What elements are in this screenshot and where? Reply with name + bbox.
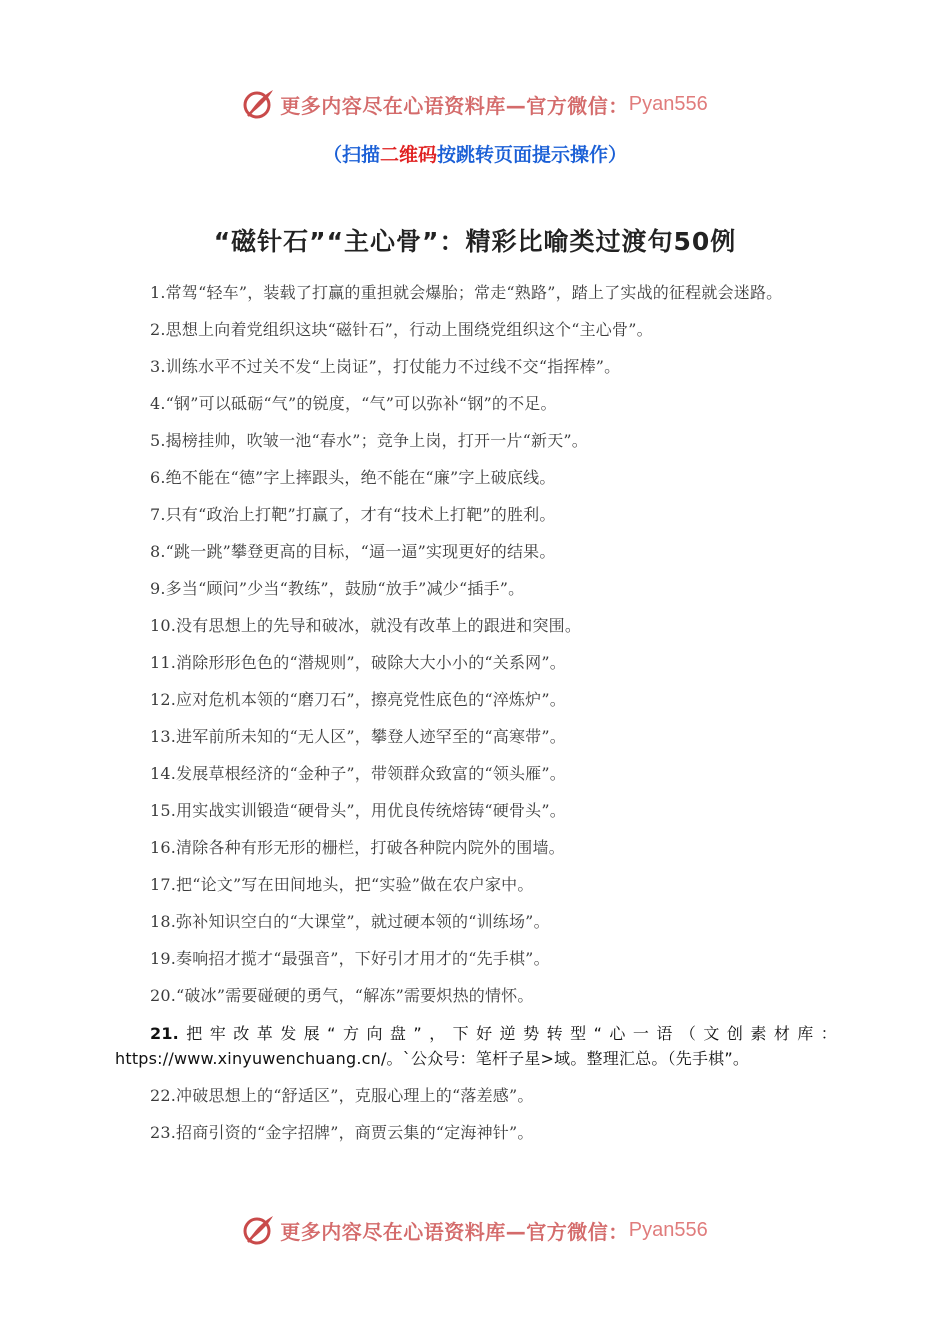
list-item-watermarked [115,1021,837,1071]
list-item: 11.消除形形色色的“潜规则”，破除大大小小的“关系网”。 [150,653,566,672]
scan-instruction[interactable] [0,140,950,167]
list-item: 9.多当“顾问”少当“教练”，鼓励“放手”减少“插手”。 [150,579,525,598]
list-item: 4.“钢”可以砥砺“气”的锐度，“气”可以弥补“钢”的不足。 [150,394,557,413]
item-number: 21. [150,1024,179,1043]
header-banner [0,84,950,124]
list-item: 3.训练水平不过关不发“上岗证”，打仗能力不过线不交“指挥棒”。 [150,357,621,376]
list-item: 22.冲破思想上的“舒适区”，克服心理上的“落差感”。 [150,1086,534,1105]
wechat-id: Pyan556 [628,1218,708,1241]
sentence-list [115,280,837,1158]
list-item: 1.常驾“轻车”，装载了打赢的重担就会爆胎；常走“熟路”，踏上了实战的征程就会迷路。 [150,283,783,302]
list-item: 17.把“论文”写在田间地头，把“实验”做在农户家中。 [150,875,534,894]
list-item: 23.招商引资的“金字招牌”，商贾云集的“定海神针”。 [150,1123,534,1142]
scan-suffix: 按跳转页面提示操作） [437,144,628,166]
list-item: 12.应对危机本领的“磨刀石”，擦亮党性底色的“淬炼炉”。 [150,690,566,709]
list-item: 8.“跳一跳”攀登更高的目标，“逼一逼”实现更好的结果。 [150,542,556,561]
document-title: “磁针石”“主心骨”：精彩比喻类过渡句50例 [213,227,737,256]
item-text: 把牢改革发展“方向盘”，下好逆势转型“心一语（文创素材库：https://www.xinyuwenchuang.cn/。`公众号：笔杆子星>域。整理汇总。（先手棋”。 [115,1024,837,1068]
scan-prefix: （扫描 [322,144,380,166]
list-item: 2.思想上向着党组织这块“磁针石”，行动上围绕党组织这个“主心骨”。 [150,320,653,339]
list-item: 6.绝不能在“德”字上摔跟头，绝不能在“廉”字上破底线。 [150,468,556,487]
list-item: 20.“破冰”需要碰硬的勇气，“解冻”需要炽热的情怀。 [150,986,534,1005]
list-item: 19.奏响招才揽才“最强音”，下好引才用才的“先手棋”。 [150,949,550,968]
banner-text: 更多内容尽在心语资料库—官方微信： [280,1219,629,1244]
list-item: 14.发展草根经济的“金种子”，带领群众致富的“领头雁”。 [150,764,566,783]
list-item: 5.揭榜挂帅，吹皱一池“春水”；竞争上岗，打开一片“新天”。 [150,431,588,450]
list-item: 18.弥补知识空白的“大课堂”，就过硬本领的“训练场”。 [150,912,550,931]
quill-logo-icon [242,1213,276,1247]
list-item: 16.清除各种有形无形的栅栏，打破各种院内院外的围墙。 [150,838,565,857]
list-item: 13.进军前所未知的“无人区”，攀登人迹罕至的“高寒带”。 [150,727,566,746]
footer-banner [0,1210,950,1250]
list-item: 10.没有思想上的先导和破冰，就没有改革上的跟进和突围。 [150,616,582,635]
banner-text: 更多内容尽在心语资料库—官方微信： [280,93,629,118]
qr-code-link[interactable]: 二维码 [379,144,437,166]
list-item: 7.只有“政治上打靶”打赢了，才有“技术上打靶”的胜利。 [150,505,556,524]
wechat-id: Pyan556 [628,92,708,115]
quill-logo-icon [242,87,276,121]
list-item: 15.用实战实训锻造“硬骨头”，用优良传统熔铸“硬骨头”。 [150,801,566,820]
